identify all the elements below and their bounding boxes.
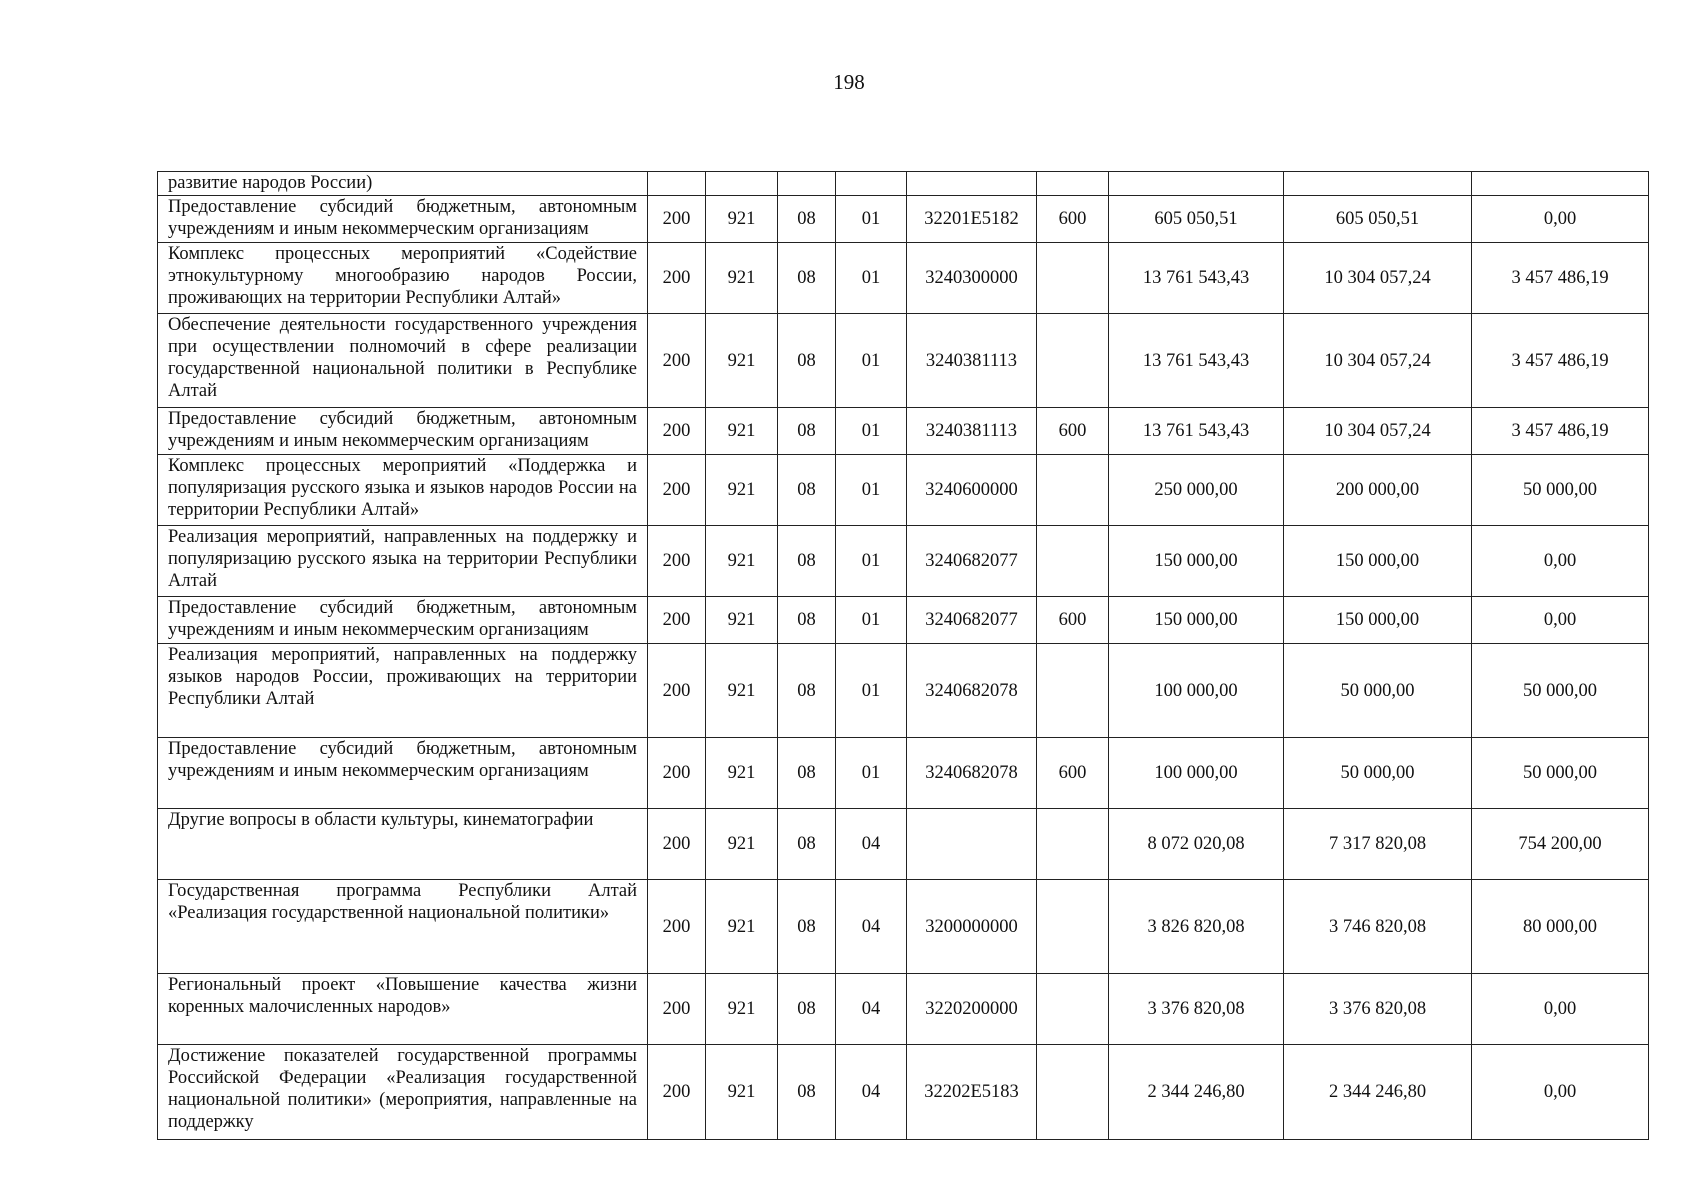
amount-second: 0,00 <box>1472 1045 1649 1140</box>
amount-second: 80 000,00 <box>1472 880 1649 974</box>
expense-type-code <box>1037 243 1109 314</box>
amount-second: 3 457 486,19 <box>1472 243 1649 314</box>
section-code: 200 <box>648 314 706 408</box>
subdivision-code: 01 <box>836 243 907 314</box>
target-article-code: 32202E5183 <box>907 1045 1037 1140</box>
amount-first: 200 000,00 <box>1284 455 1472 526</box>
amount-first: 150 000,00 <box>1284 597 1472 644</box>
table-row <box>158 455 1649 526</box>
division-code: 08 <box>778 243 836 314</box>
amount-total: 100 000,00 <box>1109 738 1284 809</box>
section-code: 200 <box>648 597 706 644</box>
division-code: 08 <box>778 408 836 455</box>
ministry-code: 921 <box>706 974 778 1045</box>
division-code: 08 <box>778 314 836 408</box>
amount-total: 13 761 543,43 <box>1109 243 1284 314</box>
amount-total: 3 826 820,08 <box>1109 880 1284 974</box>
amount-second: 50 000,00 <box>1472 738 1649 809</box>
amount-first: 605 050,51 <box>1284 196 1472 243</box>
amount-second: 3 457 486,19 <box>1472 314 1649 408</box>
division-code: 08 <box>778 597 836 644</box>
amount-first <box>1284 172 1472 196</box>
amount-first: 50 000,00 <box>1284 644 1472 738</box>
ministry-code: 921 <box>706 809 778 880</box>
subdivision-code <box>836 172 907 196</box>
table-row <box>158 408 1649 455</box>
division-code: 08 <box>778 880 836 974</box>
row-name: Региональный проект «Повышение качества жизни коренных малочисленных народов» <box>158 974 648 1045</box>
ministry-code: 921 <box>706 408 778 455</box>
expense-type-code <box>1037 1045 1109 1140</box>
target-article-code: 3240300000 <box>907 243 1037 314</box>
division-code: 08 <box>778 455 836 526</box>
expense-type-code <box>1037 455 1109 526</box>
division-code: 08 <box>778 809 836 880</box>
target-article-code: 3240682078 <box>907 644 1037 738</box>
budget-table <box>157 171 1649 1140</box>
row-name: Предоставление субсидий бюджетным, автономным учреждениям и иным некоммерческим организациям <box>158 196 648 243</box>
section-code: 200 <box>648 455 706 526</box>
expense-type-code <box>1037 314 1109 408</box>
amount-first: 7 317 820,08 <box>1284 809 1472 880</box>
amount-total: 2 344 246,80 <box>1109 1045 1284 1140</box>
expense-type-code <box>1037 974 1109 1045</box>
section-code: 200 <box>648 196 706 243</box>
target-article-code: 3240381113 <box>907 408 1037 455</box>
ministry-code: 921 <box>706 738 778 809</box>
amount-first: 3 376 820,08 <box>1284 974 1472 1045</box>
section-code: 200 <box>648 809 706 880</box>
table-row <box>158 644 1649 738</box>
amount-total: 100 000,00 <box>1109 644 1284 738</box>
row-name: Предоставление субсидий бюджетным, автономным учреждениям и иным некоммерческим организациям <box>158 408 648 455</box>
table-row <box>158 314 1649 408</box>
ministry-code: 921 <box>706 314 778 408</box>
expense-type-code <box>1037 809 1109 880</box>
row-name: Комплекс процессных мероприятий «Поддержка и популяризация русского языка и языков народов России на территории Республики Алтай» <box>158 455 648 526</box>
target-article-code <box>907 809 1037 880</box>
table-row <box>158 1045 1649 1140</box>
subdivision-code: 01 <box>836 408 907 455</box>
expense-type-code: 600 <box>1037 408 1109 455</box>
expense-type-code: 600 <box>1037 597 1109 644</box>
amount-second: 0,00 <box>1472 526 1649 597</box>
target-article-code: 3240682077 <box>907 526 1037 597</box>
ministry-code: 921 <box>706 880 778 974</box>
expense-type-code <box>1037 644 1109 738</box>
ministry-code: 921 <box>706 455 778 526</box>
amount-second: 3 457 486,19 <box>1472 408 1649 455</box>
amount-total: 150 000,00 <box>1109 597 1284 644</box>
ministry-code: 921 <box>706 1045 778 1140</box>
subdivision-code: 04 <box>836 809 907 880</box>
table-row <box>158 172 1649 196</box>
division-code: 08 <box>778 526 836 597</box>
expense-type-code: 600 <box>1037 738 1109 809</box>
amount-second: 50 000,00 <box>1472 455 1649 526</box>
target-article-code: 32201E5182 <box>907 196 1037 243</box>
amount-total: 13 761 543,43 <box>1109 408 1284 455</box>
row-name: Другие вопросы в области культуры, кинематографии <box>158 809 648 880</box>
amount-total: 8 072 020,08 <box>1109 809 1284 880</box>
division-code: 08 <box>778 1045 836 1140</box>
division-code: 08 <box>778 644 836 738</box>
ministry-code: 921 <box>706 644 778 738</box>
section-code: 200 <box>648 974 706 1045</box>
table-row <box>158 526 1649 597</box>
division-code: 08 <box>778 196 836 243</box>
expense-type-code <box>1037 526 1109 597</box>
amount-total: 3 376 820,08 <box>1109 974 1284 1045</box>
amount-total <box>1109 172 1284 196</box>
amount-second <box>1472 172 1649 196</box>
subdivision-code: 01 <box>836 738 907 809</box>
ministry-code: 921 <box>706 196 778 243</box>
target-article-code: 3220200000 <box>907 974 1037 1045</box>
amount-second: 0,00 <box>1472 597 1649 644</box>
section-code: 200 <box>648 880 706 974</box>
subdivision-code: 01 <box>836 644 907 738</box>
row-name: Предоставление субсидий бюджетным, автономным учреждениям и иным некоммерческим организациям <box>158 597 648 644</box>
row-name: Обеспечение деятельности государственного учреждения при осуществлении полномочий в сфере реализации государственной национальной политики в Республике Алтай <box>158 314 648 408</box>
amount-second: 0,00 <box>1472 974 1649 1045</box>
subdivision-code: 04 <box>836 880 907 974</box>
ministry-code: 921 <box>706 526 778 597</box>
expense-type-code: 600 <box>1037 196 1109 243</box>
target-article-code: 3240682077 <box>907 597 1037 644</box>
amount-first: 50 000,00 <box>1284 738 1472 809</box>
section-code: 200 <box>648 526 706 597</box>
subdivision-code: 04 <box>836 974 907 1045</box>
amount-first: 150 000,00 <box>1284 526 1472 597</box>
table-row <box>158 196 1649 243</box>
section-code: 200 <box>648 644 706 738</box>
row-name: Реализация мероприятий, направленных на поддержку и популяризацию русского языка на территории Республики Алтай <box>158 526 648 597</box>
row-name: Предоставление субсидий бюджетным, автономным учреждениям и иным некоммерческим организациям <box>158 738 648 809</box>
target-article-code <box>907 172 1037 196</box>
row-name: развитие народов России) <box>158 172 648 196</box>
row-name: Достижение показателей государственной программы Российской Федерации «Реализация государственной национальной политики» (мероприятия, направленные на поддержку <box>158 1045 648 1140</box>
amount-total: 605 050,51 <box>1109 196 1284 243</box>
expense-type-code <box>1037 880 1109 974</box>
table-row <box>158 880 1649 974</box>
expense-type-code <box>1037 172 1109 196</box>
row-name: Комплекс процессных мероприятий «Содействие этнокультурному многообразию народов России, проживающих на территории Республики Алтай» <box>158 243 648 314</box>
division-code: 08 <box>778 738 836 809</box>
amount-first: 2 344 246,80 <box>1284 1045 1472 1140</box>
section-code <box>648 172 706 196</box>
target-article-code: 3200000000 <box>907 880 1037 974</box>
subdivision-code: 01 <box>836 455 907 526</box>
amount-total: 250 000,00 <box>1109 455 1284 526</box>
page-number: 198 <box>833 70 865 94</box>
table-row <box>158 809 1649 880</box>
amount-second: 50 000,00 <box>1472 644 1649 738</box>
section-code: 200 <box>648 1045 706 1140</box>
subdivision-code: 01 <box>836 196 907 243</box>
target-article-code: 3240600000 <box>907 455 1037 526</box>
table-row <box>158 738 1649 809</box>
subdivision-code: 04 <box>836 1045 907 1140</box>
amount-first: 10 304 057,24 <box>1284 243 1472 314</box>
subdivision-code: 01 <box>836 526 907 597</box>
table-row <box>158 597 1649 644</box>
row-name: Государственная программа Республики Алтай «Реализация государственной национальной политики» <box>158 880 648 974</box>
ministry-code: 921 <box>706 243 778 314</box>
subdivision-code: 01 <box>836 314 907 408</box>
ministry-code <box>706 172 778 196</box>
amount-first: 3 746 820,08 <box>1284 880 1472 974</box>
target-article-code: 3240381113 <box>907 314 1037 408</box>
subdivision-code: 01 <box>836 597 907 644</box>
division-code: 08 <box>778 974 836 1045</box>
amount-total: 150 000,00 <box>1109 526 1284 597</box>
section-code: 200 <box>648 408 706 455</box>
table-row <box>158 974 1649 1045</box>
amount-total: 13 761 543,43 <box>1109 314 1284 408</box>
row-name: Реализация мероприятий, направленных на поддержку языков народов России, проживающих на территории Республики Алтай <box>158 644 648 738</box>
amount-first: 10 304 057,24 <box>1284 314 1472 408</box>
ministry-code: 921 <box>706 597 778 644</box>
division-code <box>778 172 836 196</box>
section-code: 200 <box>648 243 706 314</box>
target-article-code: 3240682078 <box>907 738 1037 809</box>
section-code: 200 <box>648 738 706 809</box>
amount-second: 754 200,00 <box>1472 809 1649 880</box>
amount-first: 10 304 057,24 <box>1284 408 1472 455</box>
table-row <box>158 243 1649 314</box>
amount-second: 0,00 <box>1472 196 1649 243</box>
